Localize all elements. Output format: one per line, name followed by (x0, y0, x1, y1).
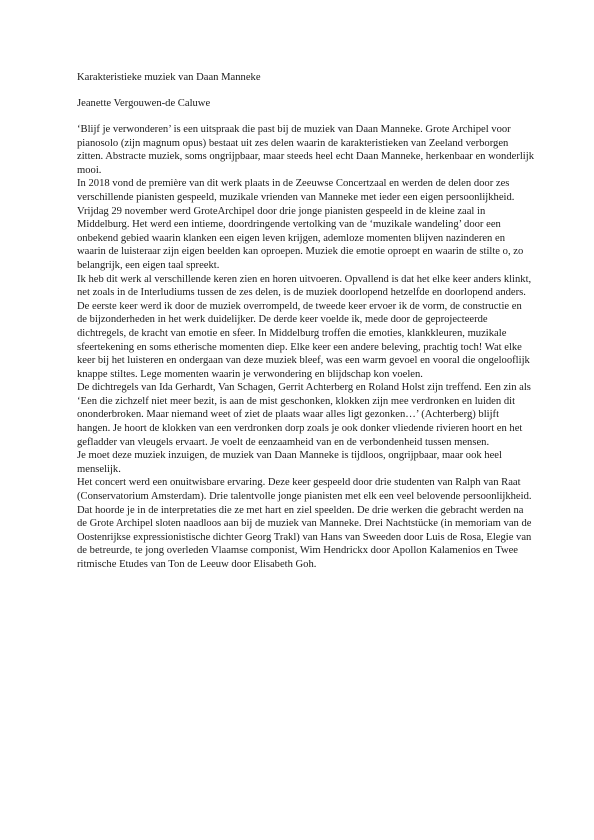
paragraph-7: Je moet deze muziek inzuigen, de muziek van Daan Manneke is tijdloos, ongrijpbaar, maar ook heel menselijk. (77, 450, 502, 475)
document-title: Karakteristieke muziek van Daan Manneke (77, 72, 261, 83)
paragraph-2: In 2018 vond de première van dit werk plaats in de Zeeuwse Concertzaal en werden de delen door zes verschillende pianisten gespeeld, muzikale vrienden van Manneke met ieder een eigen persoonlijkheid. (77, 178, 515, 203)
document-body (77, 123, 534, 572)
paragraph-3: Vrijdag 29 november werd GroteArchipel door drie jonge pianisten gespeeld in de kleine zaal in Middelburg. Het werd een intieme, doordringende vertolking van de ‘muzikale wandeling’ door een onbekend gebied waarin klanken een eigen leven krijgen, ademloze momenten blijven nazinderen en waarin de luisteraar zijn eigen beelden kan oproepen. Muziek die emotie oproept en waarin de stilte o, zo belangrijk, een eigen taal spreekt. (77, 205, 524, 271)
document-author: Jeanette Vergouwen-de Caluwe (77, 98, 211, 109)
paragraph-8: Het concert werd een onuitwisbare ervaring. Deze keer gespeeld door drie studenten van Ralph van Raat (Conservatorium Amsterdam). Drie talentvolle jonge pianisten met elk een veel belovende persoonlijkheid. Dat hoorde je in de interpretaties die ze met hart en ziel speelden. De drie werken die gebracht werden na de Grote Archipel sloten naadloos aan bij de muziek van Manneke. Drei Nachtstücke (in memoriam van de Oostenrijkse expressionistische dichter Georg Trakl) van Hans van Sweeden door Luis de Rosa, Elegie van de betreurde, te jong overleden Vlaamse componist, Wim Hendrickx door Apollon Kalamenios en Twee ritmische Etudes van Ton de Leeuw door Elisabeth Goh. (77, 477, 532, 570)
paragraph-1: ‘Blijf je verwonderen’ is een uitspraak die past bij de muziek van Daan Manneke. Grote Archipel voor pianosolo (zijn magnum opus) bestaat uit zes delen waarin de karakteristieken van Zeeland verborgen zitten. Abstracte muziek, soms ongrijpbaar, maar steeds heel echt Daan Manneke, herkenbaar en wonderlijk mooi. (77, 124, 534, 176)
paragraph-5: De eerste keer werd ik door de muziek overrompeld, de tweede keer ervoer ik de vorm, de constructie en de bijzonderheden in het werk duidelijker. De derde keer voelde ik, mede door de geprojecteerde dichtregels, de kracht van emotie en sfeer. In Middelburg troffen die emoties, klankkleuren, muzikale sfeertekening en soms etherische momenten diep. Elke keer een andere beleving, prachtig toch! Wat elke keer bij het luisteren en ondergaan van deze muziek bleef, was een warm gevoel en vooral die ongelooflijk knappe stiltes. Lege momenten waarin je verwondering en blijdschap kon voelen. (77, 300, 530, 380)
paragraph-6: De dichtregels van Ida Gerhardt, Van Schagen, Gerrit Achterberg en Roland Holst zijn treffend. Een zin als ‘Een die zichzelf niet meer bezit, is aan de mist geschonken, klokken zijn mee verdronken en luiden dit ononderbroken. Maar niemand weet of ziet de plaats waar alles ligt gezonken…’ (Achterberg) blijft hangen. Je hoort de klokken van een verdronken dorp zoals je ook donker vliedende rivieren hoort en het gefladder van vleugels ervaart. Je voelt de eenzaamheid van en de verbondenheid tussen mensen. (77, 382, 531, 448)
paragraph-4: Ik heb dit werk al verschillende keren zien en horen uitvoeren. Opvallend is dat het elke keer anders klinkt, net zoals in de Interludiums tussen de zes delen, is de muziek doorlopend hetzelfde en doorlopend anders. (77, 273, 532, 299)
